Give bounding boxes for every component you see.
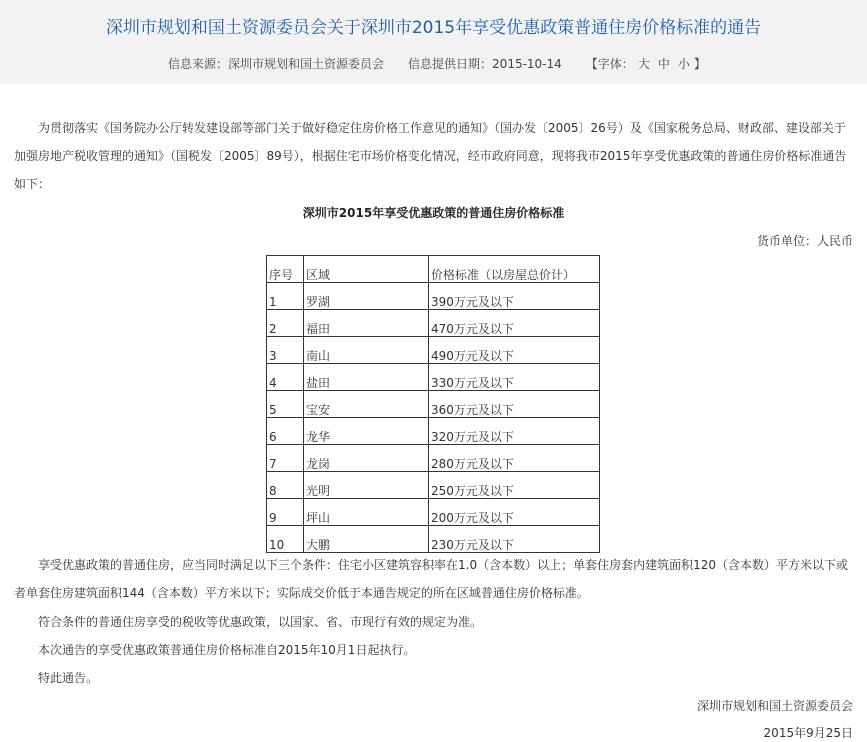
font-end: 】 (693, 57, 706, 71)
row-price: 360万元及以下 (429, 391, 600, 418)
font-small-button[interactable]: 小 (677, 57, 690, 71)
row-index: 5 (267, 391, 304, 418)
paragraph-4: 特此通告。 (38, 671, 99, 685)
row-district: 光明 (304, 472, 429, 499)
header-cell: 序号 (267, 256, 304, 283)
row-district: 龙华 (304, 418, 429, 445)
row-district: 福田 (304, 310, 429, 337)
paragraph-1-line-1: 享受优惠政策的普通住房，应当同时满足以下三个条件：住宅小区建筑容积率在1.0（含本数）以上；单套住房套内建筑面积120（含本数）平方米以下或 (38, 558, 848, 572)
paragraph-2: 符合条件的普通住房享受的税收等优惠政策，以国家、省、市现行有效的规定为准。 (38, 615, 483, 629)
source-value: 深圳市规划和国土资源委员会 (228, 57, 385, 71)
intro-line-2: 加强房地产税收管理的通知》（国税发〔2005〕89号），根据住宅市场价格变化情况，经市政府同意，现将我市2015年享受优惠政策的普通住房价格标准通告 (14, 149, 847, 163)
row-district: 龙岗 (304, 445, 429, 472)
row-district: 坪山 (304, 499, 429, 526)
row-district: 罗湖 (304, 283, 429, 310)
paragraph-3: 本次通告的享受优惠政策普通住房价格标准自2015年10月1日起执行。 (38, 643, 416, 657)
font-medium-button[interactable]: 中 (657, 57, 670, 71)
currency-unit: 货币单位：人民币 (756, 234, 853, 248)
table-row (267, 472, 600, 499)
table-row (267, 283, 600, 310)
intro-line-3: 如下： (14, 177, 51, 191)
meta-line (168, 55, 706, 73)
date-label: 信息提供日期： (408, 57, 493, 71)
row-price: 200万元及以下 (429, 499, 600, 526)
page-title: 深圳市规划和国土资源委员会关于深圳市2015年享受优惠政策普通住房价格标准的通告 (105, 18, 762, 38)
header-cell: 区域 (304, 256, 429, 283)
table-row (267, 310, 600, 337)
font-large-button[interactable]: 大 (637, 57, 650, 71)
table-row (267, 337, 600, 364)
row-index: 7 (267, 445, 304, 472)
font-label: 【字体： (585, 57, 634, 71)
signature-date: 2015年9月25日 (763, 726, 853, 740)
row-index: 10 (267, 526, 304, 553)
row-index: 9 (267, 499, 304, 526)
notice-header (0, 0, 867, 84)
price-table (266, 255, 600, 553)
table-row (267, 526, 600, 553)
row-price: 230万元及以下 (429, 526, 600, 553)
row-price: 330万元及以下 (429, 364, 600, 391)
row-district: 大鹏 (304, 526, 429, 553)
row-price: 390万元及以下 (429, 283, 600, 310)
row-district: 宝安 (304, 391, 429, 418)
table-row (267, 445, 600, 472)
date-value: 2015-10-14 (492, 57, 562, 71)
table-row (267, 364, 600, 391)
source-label: 信息来源： (168, 57, 229, 71)
row-district: 南山 (304, 337, 429, 364)
intro-line-1: 为贯彻落实《国务院办公厅转发建设部等部门关于做好稳定住房价格工作意见的通知》（国办发〔2005〕26号）及《国家税务总局、财政部、建设部关于 (38, 121, 846, 135)
signature-org: 深圳市规划和国土资源委员会 (696, 699, 853, 713)
row-price: 250万元及以下 (429, 472, 600, 499)
row-price: 280万元及以下 (429, 445, 600, 472)
row-index: 8 (267, 472, 304, 499)
row-price: 320万元及以下 (429, 418, 600, 445)
row-price: 470万元及以下 (429, 310, 600, 337)
row-price: 490万元及以下 (429, 337, 600, 364)
paragraph-1-line-2: 者单套住房建筑面积144（含本数）平方米以下；实际成交价低于本通告规定的所在区域普通住房价格标准。 (14, 586, 589, 600)
table-row (267, 418, 600, 445)
row-index: 1 (267, 283, 304, 310)
table-title: 深圳市2015年享受优惠政策的普通住房价格标准 (302, 206, 565, 220)
table-header-row (267, 256, 600, 283)
row-index: 6 (267, 418, 304, 445)
table-row (267, 391, 600, 418)
table-row (267, 499, 600, 526)
header-cell: 价格标准（以房屋总价计） (429, 256, 600, 283)
row-district: 盐田 (304, 364, 429, 391)
row-index: 2 (267, 310, 304, 337)
row-index: 3 (267, 337, 304, 364)
row-index: 4 (267, 364, 304, 391)
